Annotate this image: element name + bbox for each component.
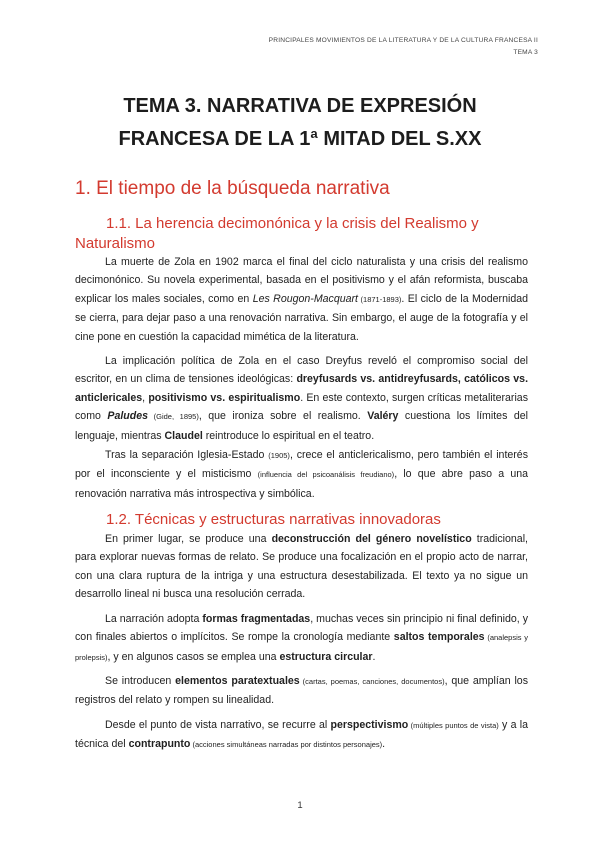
- running-header: [269, 35, 538, 59]
- section-1-1-heading-line-2: Naturalismo: [75, 235, 156, 252]
- paragraph-church-state: Tras la separación Iglesia-Estado (1905), crece el anticlericalismo, pero también el interés por el inconsciente y el misticismo (influencia del psicoanálisis freudiano), lo que abre paso a una renovación narrativa más introspectiva y simbólica.: [75, 449, 529, 500]
- running-header-topic: TEMA 3: [513, 49, 538, 56]
- page-number: 1: [297, 800, 303, 811]
- paragraph-zola-death: La muerte de Zola en 1902 marca el final del ciclo naturalista y una crisis del realismo decimonónico. Su novela experimental, basada en el positivismo y el afán reformista, buscaba explicar los males sociales, como en Les Rougon-Macquart (1871-1893). El ciclo de la Modernidad se cierra, para dejar paso a una renovación narrativa. Sin embargo, el auge de la fotografía y el cine pone en cuestión la capacidad mimética de la literatura.: [75, 256, 528, 343]
- section-1-heading: 1. El tiempo de la búsqueda narrativa: [75, 178, 390, 199]
- section-1-1-heading-line-1: 1.1. La herencia decimonónica y la crisis del Realismo y: [106, 215, 479, 232]
- paragraph-fragmented-forms: La narración adopta formas fragmentadas, muchas veces sin principio ni final definido, y con finales abiertos o implícitos. Se rompe la cronología mediante saltos temporales (analepsis y prolepsis), y en algunos casos se emplea una estructura circular.: [75, 613, 529, 663]
- section-1-1-heading: [75, 214, 535, 254]
- section-1-2-heading: [75, 510, 535, 530]
- section-1-2-heading-text: 1.2. Técnicas y estructuras narrativas innovadoras: [106, 511, 441, 528]
- paragraph-deconstruction: En primer lugar, se produce una deconstrucción del género novelístico tradicional, para explorar nuevas formas de relato. Se produce una focalización en el propio acto de narrar, con una clara ruptura de la intriga y una estructura desestabilizada. El texto ya no sigue un desarrollo lineal ni busca una resolución cerrada.: [75, 533, 528, 601]
- title-line-1: TEMA 3. NARRATIVA DE EXPRESIÓN: [123, 95, 477, 117]
- document-title: [60, 90, 540, 156]
- paragraph-perspectivism: Desde el punto de vista narrativo, se recurre al perspectivismo (múltiples puntos de vista) y a la técnica del contrapunto (acciones simultáneas narradas por distintos personajes).: [75, 719, 529, 751]
- paragraph-paratextual: Se introducen elementos paratextuales (cartas, poemas, canciones, documentos), que amplían los registros del relato y rompen su linealidad.: [75, 675, 528, 707]
- paragraph-dreyfus: La implicación política de Zola en el caso Dreyfus reveló el compromiso social del escritor, en un clima de tensiones ideológicas: dreyfusards vs. antidreyfusards, católicos vs. anticlericales, positivismo vs. espiritualismo. En este contexto, surgen críticas metaliterarias como Paludes (Gide, 1895), que ironiza sobre el realismo. Valéry cuestiona los límites del lenguaje, mientras Claudel reintroduce lo espiritual en el teatro.: [75, 355, 529, 442]
- running-header-course: PRINCIPALES MOVIMIENTOS DE LA LITERATURA Y DE LA CULTURA FRANCESA II: [268, 37, 538, 44]
- title-line-2: FRANCESA DE LA 1ª MITAD DEL S.XX: [118, 128, 482, 150]
